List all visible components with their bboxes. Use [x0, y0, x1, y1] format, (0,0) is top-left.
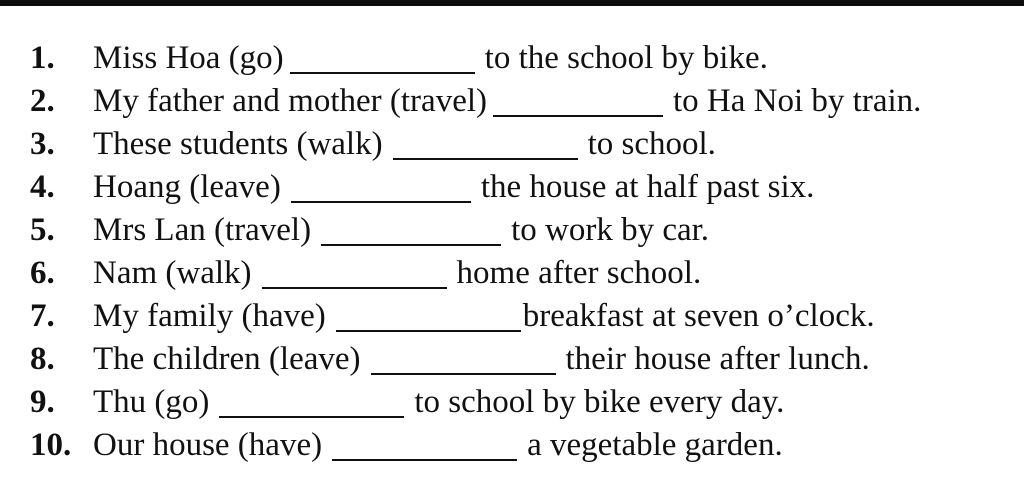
- exercise-item-3: [30, 124, 716, 164]
- item-number: 5.: [30, 212, 55, 248]
- answer-blank[interactable]: [393, 130, 578, 160]
- item-prompt: Mrs Lan (travel): [93, 212, 312, 248]
- exercise-item-10: [30, 425, 783, 465]
- answer-blank[interactable]: [290, 44, 475, 74]
- exercise-item-6: [30, 253, 701, 293]
- item-rest: to school by bike every day.: [414, 384, 785, 420]
- answer-blank[interactable]: [262, 259, 447, 289]
- item-prompt: The children (leave): [93, 341, 361, 377]
- answer-blank[interactable]: [291, 173, 471, 203]
- item-prompt: Hoang (leave): [93, 169, 281, 205]
- item-number: 7.: [30, 298, 55, 334]
- item-rest: to the school by bike.: [484, 40, 768, 76]
- answer-blank[interactable]: [332, 431, 517, 461]
- item-rest: home after school.: [456, 255, 702, 291]
- top-border: [0, 0, 1024, 6]
- exercise-item-1: [30, 38, 768, 78]
- answer-blank[interactable]: [219, 388, 404, 418]
- item-rest: the house at half past six.: [480, 169, 815, 205]
- exercise-item-4: [30, 167, 814, 207]
- item-number: 8.: [30, 341, 55, 377]
- exercise-item-8: [30, 339, 870, 379]
- item-rest: a vegetable garden.: [527, 427, 783, 463]
- item-number: 10.: [30, 427, 72, 463]
- item-number: 1.: [30, 40, 55, 76]
- item-number: 6.: [30, 255, 55, 291]
- item-number: 4.: [30, 169, 55, 205]
- item-prompt: My father and mother (travel): [93, 83, 488, 119]
- item-rest: to work by car.: [511, 212, 710, 248]
- item-prompt: Miss Hoa (go): [93, 40, 284, 76]
- item-rest: to Ha Noi by train.: [673, 83, 922, 119]
- item-number: 9.: [30, 384, 55, 420]
- item-prompt: My family (have): [93, 298, 326, 334]
- item-rest: their house after lunch.: [565, 341, 870, 377]
- exercise-item-9: [30, 382, 784, 422]
- answer-blank[interactable]: [371, 345, 556, 375]
- exercise-item-7: [30, 296, 875, 336]
- exercise-item-5: [30, 210, 709, 250]
- answer-blank[interactable]: [321, 216, 501, 246]
- item-number: 2.: [30, 83, 55, 119]
- item-prompt: Our house (have): [93, 427, 323, 463]
- item-prompt: Nam (walk): [93, 255, 252, 291]
- item-rest: to school.: [587, 126, 716, 162]
- item-prompt: These students (walk): [93, 126, 383, 162]
- answer-blank[interactable]: [336, 302, 521, 332]
- answer-blank[interactable]: [493, 87, 663, 117]
- item-rest: breakfast at seven o’clock.: [522, 298, 875, 334]
- item-number: 3.: [30, 126, 55, 162]
- item-prompt: Thu (go): [93, 384, 210, 420]
- exercise-item-2: [30, 81, 921, 121]
